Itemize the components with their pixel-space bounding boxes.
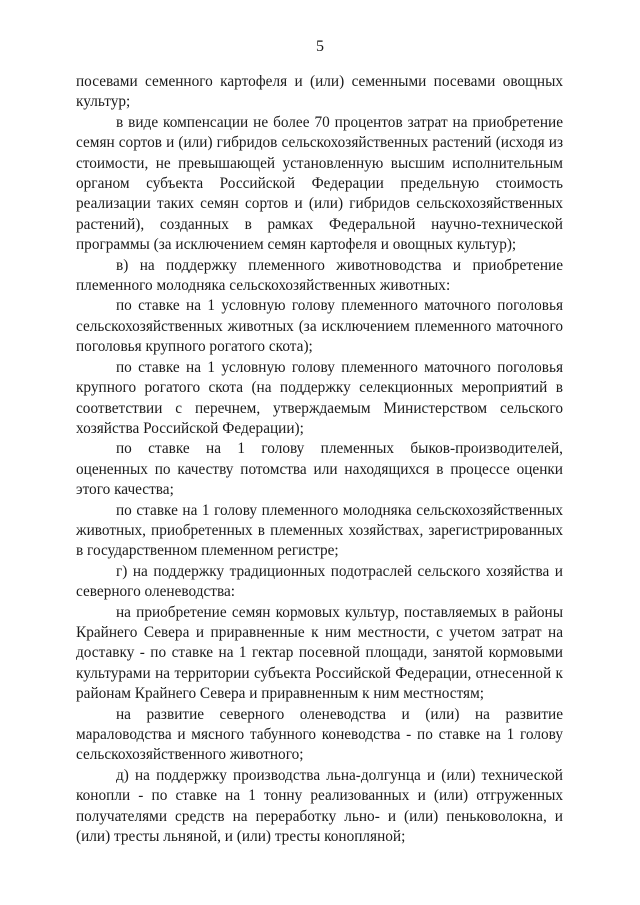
paragraph: д) на поддержку производства льна-долгунца и (или) технической конопли - по ставке на 1 тонну реализованных и (или) отгруженных получателями средств на переработку льно- и (или) пеньковолокна, и (или) тресты льняной, и (или) тресты конопляной; — [76, 766, 563, 846]
page-number: 5 — [316, 38, 324, 55]
paragraph: по ставке на 1 условную голову племенного маточного поголовья сельскохозяйственных животных (за исключением племенного маточного поголовья крупного рогатого скота); — [76, 297, 563, 356]
paragraph: в виде компенсации не более 70 процентов затрат на приобретение семян сортов и (или) гибридов сельскохозяйственных растений (исходя из стоимости, не превышающей установленную высшим исполнительным органом субъекта Российской Федерации предельную стоимость реализации таких семян сортов и (или) гибридов сельскохозяйственных растений), созданных в рамках Федеральной научно-технической программы (за исключением семян картофеля и овощных культур); — [76, 113, 563, 254]
paragraph: на развитие северного оленеводства и (или) на развитие мараловодства и мясного табунного коневодства - по ставке на 1 голову сельскохозяйственного животного; — [76, 705, 563, 764]
paragraph: по ставке на 1 условную голову племенного маточного поголовья крупного рогатого скота (на поддержку селекционных мероприятий в соответствии с перечнем, утверждаемым Министерством сельского хозяйства Российской Федерации); — [76, 358, 563, 437]
paragraph: по ставке на 1 голову племенных быков-производителей, оцененных по качеству потомства или находящихся в процессе оценки этого качества; — [76, 440, 563, 499]
document-body — [76, 72, 563, 847]
paragraph: посевами семенного картофеля и (или) семенными посевами овощных культур; — [76, 73, 563, 111]
paragraph: в) на поддержку племенного животноводства и приобретение племенного молодняка сельскохозяйственных животных: — [76, 256, 563, 295]
paragraph: г) на поддержку традиционных подотраслей сельского хозяйства и северного оленеводства: — [76, 562, 563, 601]
paragraph: по ставке на 1 голову племенного молодняка сельскохозяйственных животных, приобретенных в племенных хозяйствах, зарегистрированных в государственном племенном регистре; — [76, 501, 563, 560]
paragraph: на приобретение семян кормовых культур, поставляемых в районы Крайнего Севера и приравненные к ним местности, с учетом затрат на доставку - по ставке на 1 гектар посевной площади, занятой кормовыми культурами на территории субъекта Российской Федерации, отнесенной к районам Крайнего Севера и приравненным к ним местностям; — [76, 603, 563, 703]
